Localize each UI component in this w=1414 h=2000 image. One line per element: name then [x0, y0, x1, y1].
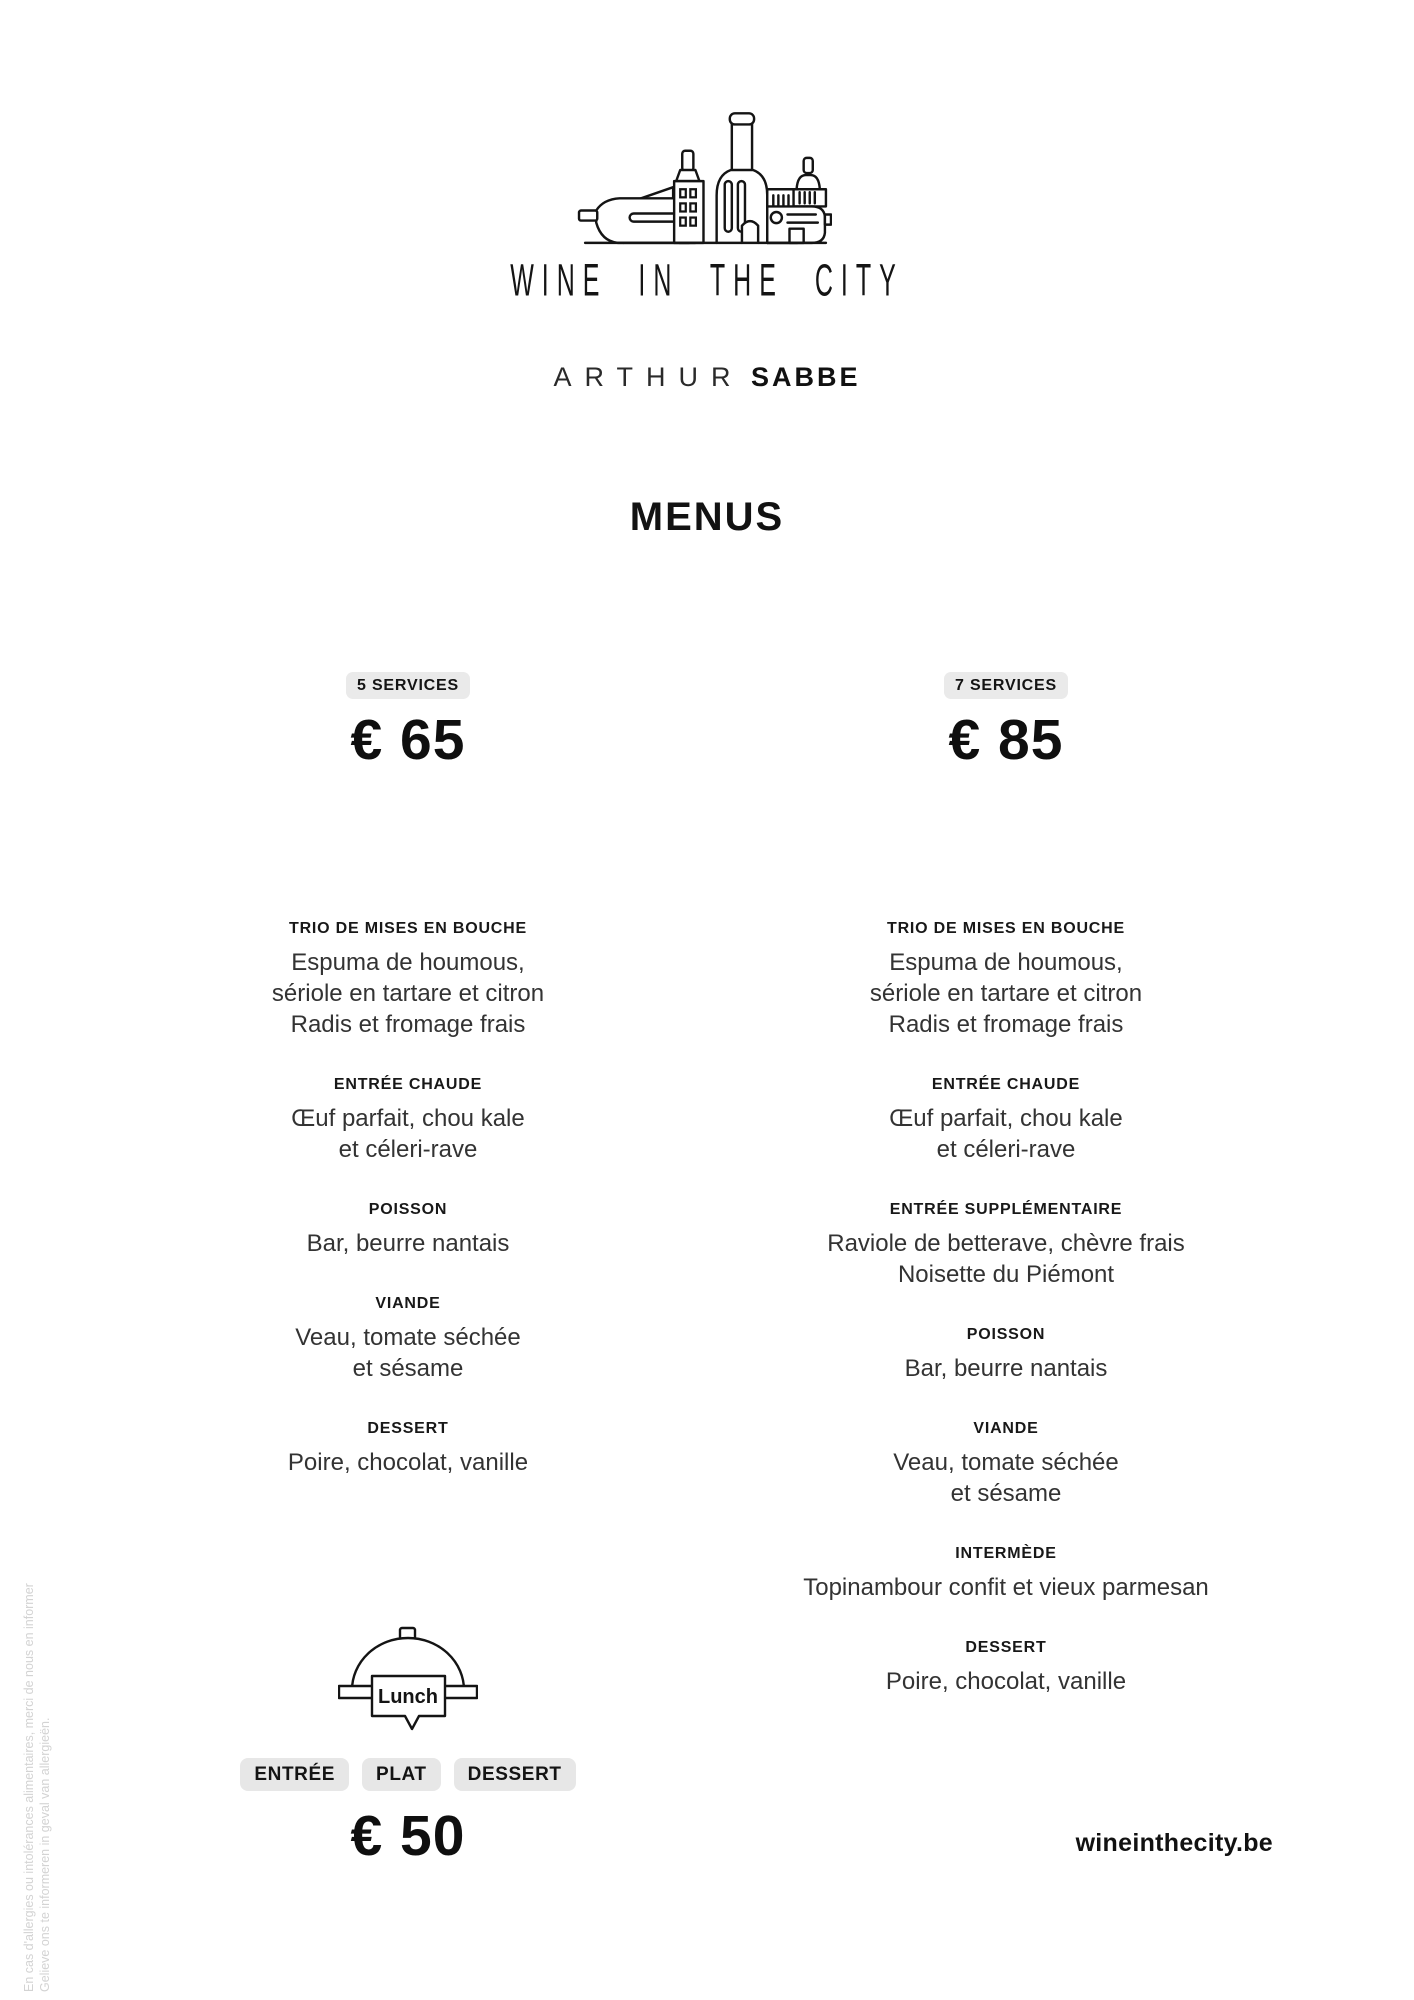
dish-line: sériole en tartare et citron	[869, 980, 1143, 1007]
chef-first-name: ARTHUR	[553, 362, 744, 392]
dish-line: Poire, chocolat, vanille	[885, 1668, 1127, 1695]
section-heading: POISSON	[966, 1326, 1046, 1343]
dish-line: Bar, beurre nantais	[306, 1230, 510, 1257]
menu-section	[706, 1075, 1306, 1165]
dish-line: Topinambour confit et vieux parmesan	[803, 1574, 1209, 1601]
menu-section	[108, 919, 708, 1040]
chef-name	[0, 362, 1414, 392]
section-heading: DESSERT	[965, 1639, 1047, 1656]
menu-section	[108, 1294, 708, 1384]
dish-line: Raviole de betterave, chèvre frais	[827, 1230, 1185, 1257]
lunch-badge-dessert: DESSERT	[454, 1758, 576, 1791]
menu-price: € 85	[948, 708, 1064, 772]
menu-section	[706, 1544, 1306, 1603]
dish-line: Bar, beurre nantais	[904, 1355, 1108, 1382]
menu-section	[706, 1200, 1306, 1290]
dish-line: Radis et fromage frais	[290, 1011, 526, 1038]
page-title: MENUS	[629, 495, 785, 539]
menu-section	[108, 1200, 708, 1259]
lunch-cloche-icon	[338, 1626, 478, 1732]
dish-line: et céleri-rave	[338, 1136, 478, 1163]
services-badge: 5 SERVICES	[346, 672, 470, 699]
badge-row	[108, 672, 708, 699]
lunch-price: € 50	[350, 1804, 466, 1868]
chef-last-name: SABBE	[751, 362, 861, 392]
section-heading: POISSON	[368, 1201, 448, 1218]
menu-column-5-services	[108, 672, 708, 1478]
menu-sections	[108, 919, 708, 1478]
dish-line: Espuma de houmous,	[291, 949, 525, 976]
menu-section	[706, 1419, 1306, 1509]
dish-line: Œuf parfait, chou kale	[291, 1105, 525, 1132]
section-heading: INTERMÈDE	[955, 1545, 1057, 1562]
lunch-icon-label: Lunch	[378, 1686, 438, 1708]
dish-line: sériole en tartare et citron	[271, 980, 545, 1007]
section-heading: ENTRÉE SUPPLÉMENTAIRE	[889, 1201, 1123, 1218]
dish-line: Poire, chocolat, vanille	[287, 1449, 529, 1476]
dish-line: Radis et fromage frais	[888, 1011, 1124, 1038]
allergy-notice-nl: Gelieve ons te informeren in geval van allergieën.	[37, 1717, 52, 1992]
wine-in-the-city-logo	[577, 93, 832, 247]
dish-line: Espuma de houmous,	[889, 949, 1123, 976]
allergy-notice	[22, 1583, 53, 1992]
section-heading: VIANDE	[375, 1295, 441, 1312]
dish-line: Veau, tomate séchée	[893, 1449, 1119, 1476]
website-url: wineinthecity.be	[1075, 1829, 1273, 1857]
allergy-notice-fr: En cas d'allergies ou intolérances alimentaires, merci de nous en informer	[22, 1583, 36, 1992]
brand-wordmark: WINE IN THE CITY	[510, 256, 904, 307]
section-heading: VIANDE	[973, 1420, 1039, 1437]
menu-price: € 65	[350, 708, 466, 772]
menu-section	[706, 1638, 1306, 1697]
section-heading: TRIO DE MISES EN BOUCHE	[289, 920, 527, 937]
lunch-menu	[108, 1626, 708, 1868]
section-heading: ENTRÉE CHAUDE	[931, 1076, 1081, 1093]
menu-section	[108, 1419, 708, 1478]
dish-line: Œuf parfait, chou kale	[889, 1105, 1123, 1132]
menu-section	[706, 1325, 1306, 1384]
menu-sections	[706, 919, 1306, 1697]
menu-section	[706, 919, 1306, 1040]
badge-row	[706, 672, 1306, 699]
dish-line: et sésame	[352, 1355, 464, 1382]
lunch-badge-entree: ENTRÉE	[240, 1758, 349, 1791]
section-heading: DESSERT	[367, 1420, 449, 1437]
dish-line: Veau, tomate séchée	[295, 1324, 521, 1351]
dish-line: et sésame	[950, 1480, 1062, 1507]
section-heading: ENTRÉE CHAUDE	[333, 1076, 483, 1093]
services-badge: 7 SERVICES	[944, 672, 1068, 699]
dish-line: Noisette du Piémont	[897, 1261, 1115, 1288]
menu-column-7-services	[706, 672, 1306, 1697]
lunch-badge-plat: PLAT	[362, 1758, 441, 1791]
menu-section	[108, 1075, 708, 1165]
lunch-badge-row	[108, 1758, 708, 1791]
dish-line: et céleri-rave	[936, 1136, 1076, 1163]
section-heading: TRIO DE MISES EN BOUCHE	[887, 920, 1125, 937]
